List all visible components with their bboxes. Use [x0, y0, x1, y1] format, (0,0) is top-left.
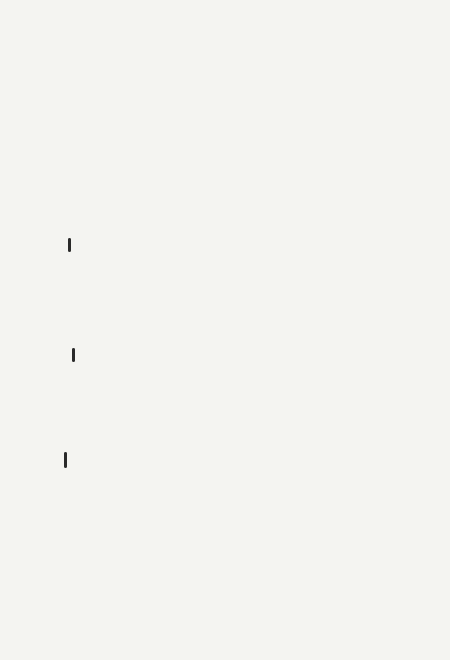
- margin-mark: [68, 238, 71, 252]
- margin-mark: [64, 452, 67, 468]
- margin-mark: [72, 348, 75, 362]
